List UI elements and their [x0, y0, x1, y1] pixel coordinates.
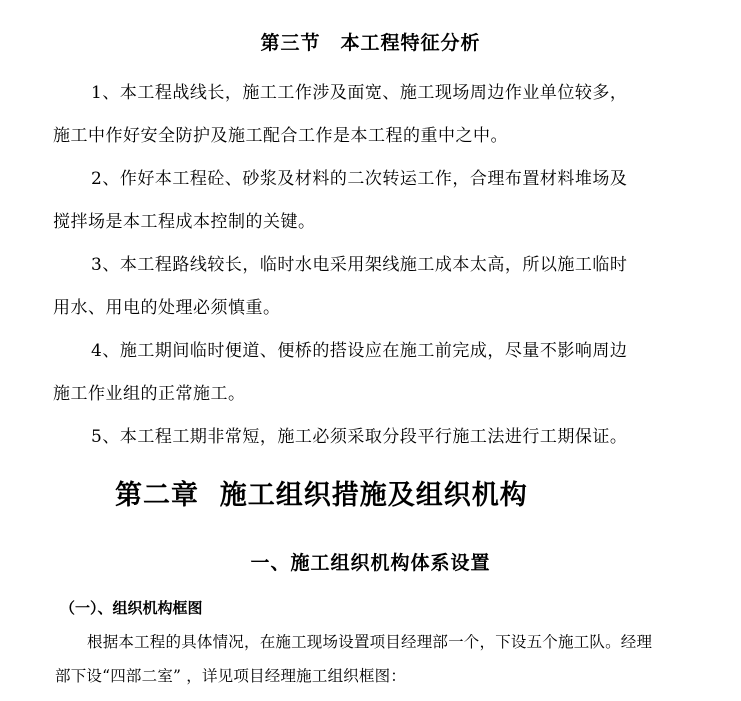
chapter-heading: 第二章 施工组织措施及组织机构: [115, 480, 528, 511]
subsection-heading: 一、施工组织机构体系设置: [250, 552, 491, 574]
paragraph-5-line-1: 5、本工程工期非常短，施工必须采取分段平行施工法进行工期保证。: [91, 427, 628, 447]
body-text-line-1: 根据本工程的具体情况，在施工现场设置项目经理部一个，下设五个施工队。经理: [87, 633, 653, 651]
paragraph-2-line-1: 2、作好本工程砼、砂浆及材料的二次转运工作，合理布置材料堆场及: [91, 169, 628, 189]
paragraph-1-line-2: 施工中作好安全防护及施工配合工作是本工程的重中之中。: [53, 126, 508, 146]
subsubsection-heading: （一）、组织机构框图: [60, 599, 203, 617]
paragraph-3-line-1: 3、本工程路线较长，临时水电采用架线施工成本太高，所以施工临时: [91, 255, 628, 275]
paragraph-2-line-2: 搅拌场是本工程成本控制的关键。: [53, 212, 316, 232]
paragraph-4-line-2: 施工作业组的正常施工。: [53, 384, 246, 404]
body-text-line-2: 部下设“四部二室” ，详见项目经理施工组织框图：: [55, 667, 407, 685]
paragraph-4-line-1: 4、施工期间临时便道、便桥的搭设应在施工前完成，尽量不影响周边: [91, 341, 628, 361]
paragraph-1-line-1: 1、本工程战线长，施工工作涉及面宽、施工现场周边作业单位较多，: [91, 83, 628, 103]
section-heading: 第三节 本工程特征分析: [260, 32, 481, 54]
paragraph-3-line-2: 用水、用电的处理必须慎重。: [53, 298, 281, 318]
